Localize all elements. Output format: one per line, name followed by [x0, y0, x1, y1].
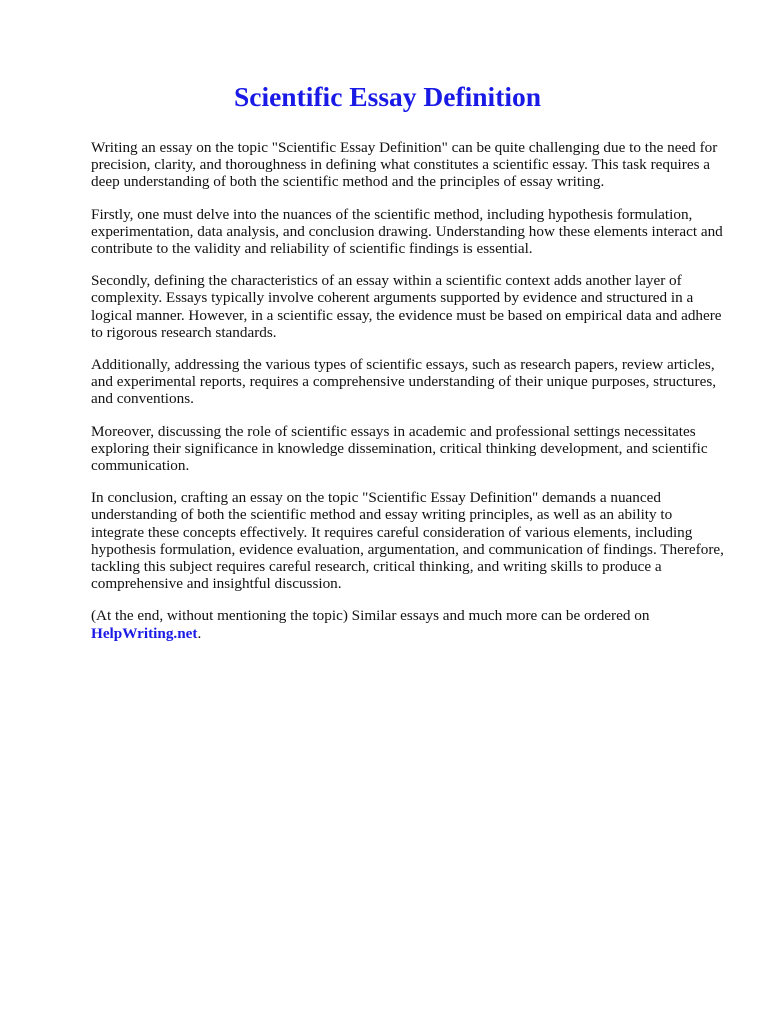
- paragraph-essay-characteristics: Secondly, defining the characteristics of an essay within a scientific context adds another layer of complexity. Essays typically involve coherent arguments supported by evidence and structured in a logical manner. However, in a scientific essay, the evidence must be based on empirical data and adhere to rigorous research standards.: [91, 272, 722, 341]
- closing-suffix: .: [197, 624, 202, 642]
- paragraph-closing: [91, 607, 726, 641]
- document-body: [91, 139, 728, 642]
- closing-text: (At the end, without mentioning the topic) Similar essays and much more can be ordered on: [91, 607, 650, 625]
- paragraph-conclusion: In conclusion, crafting an essay on the topic "Scientific Essay Definition" demands a nuanced understanding of both the scientific method and essay writing principles, as well as an ability to integrate these concepts effectively. It requires careful consideration of various elements, including hypothesis formulation, evidence evaluation, argumentation, and communication of findings. Therefore, tackling this subject requires careful research, critical thinking, and writing skills to produce a comprehensive and insightful discussion.: [91, 489, 724, 593]
- page-title: Scientific Essay Definition: [233, 81, 542, 112]
- paragraph-role: Moreover, discussing the role of scientific essays in academic and professional settings necessitates exploring their significance in knowledge dissemination, critical thinking development, and scientific communication.: [91, 422, 708, 475]
- helpwriting-link[interactable]: HelpWriting.net: [91, 624, 198, 642]
- paragraph-essay-types: Additionally, addressing the various types of scientific essays, such as research papers, review articles, and experimental reports, requires a comprehensive understanding of their unique purposes, structures, and conventions.: [91, 356, 717, 408]
- paragraph-scientific-method: Firstly, one must delve into the nuances of the scientific method, including hypothesis formulation, experimentation, data analysis, and conclusion drawing. Understanding how these elements interact and contribute to the validity and reliability of scientific findings is essential.: [91, 205, 723, 258]
- paragraph-intro: Writing an essay on the topic "Scientific Essay Definition" can be quite challenging due to the need for precision, clarity, and thoroughness in defining what constitutes a scientific essay. This task requires a deep understanding of both the scientific method and the principles of essay writing.: [91, 139, 718, 191]
